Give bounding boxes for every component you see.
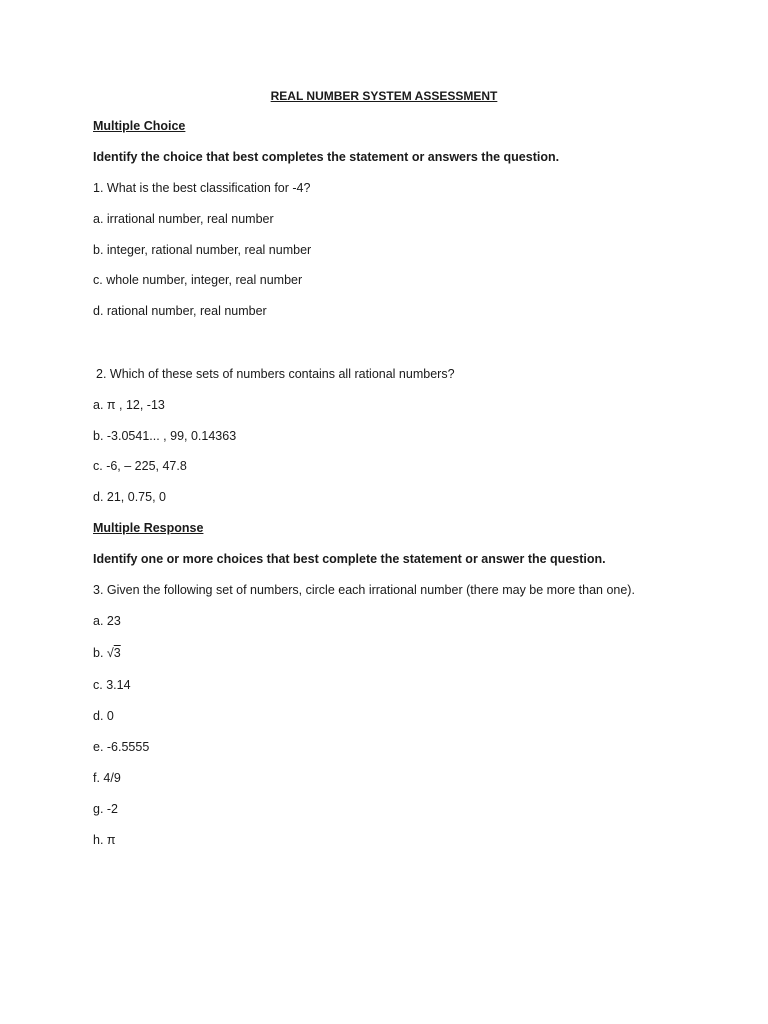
- question-2-prompt: 2. Which of these sets of numbers contains all rational numbers?: [96, 367, 455, 381]
- question-3-option-f: f. 4/9: [93, 771, 121, 785]
- question-3-option-e: e. -6.5555: [93, 740, 150, 754]
- question-1-option-b: b. integer, rational number, real number: [93, 243, 312, 257]
- question-1-option-a: a. irrational number, real number: [93, 212, 274, 226]
- option-b-prefix: b. √: [93, 646, 114, 660]
- question-3-prompt: 3. Given the following set of numbers, circle each irrational number (there may be more than one).: [93, 583, 635, 597]
- question-3-option-d: d. 0: [93, 709, 114, 723]
- question-2-option-b: b. -3.0541... , 99, 0.14363: [93, 429, 237, 443]
- section-instruction: Identify the choice that best completes the statement or answers the question.: [93, 150, 560, 164]
- question-3-option-h: h. π: [93, 833, 116, 847]
- section-instruction-2: Identify one or more choices that best complete the statement or answer the question.: [93, 552, 606, 566]
- question-2-option-a: a. π , 12, -13: [93, 398, 165, 412]
- section-heading-multiple-response: Multiple Response: [93, 521, 204, 535]
- question-1-option-c: c. whole number, integer, real number: [93, 273, 303, 287]
- question-1-option-d: d. rational number, real number: [93, 304, 267, 318]
- question-2-option-d: d. 21, 0.75, 0: [93, 490, 166, 504]
- question-3-option-c: c. 3.14: [93, 678, 131, 692]
- question-3-option-g: g. -2: [93, 802, 119, 816]
- question-3-option-b: [93, 645, 121, 661]
- question-3-option-a: a. 23: [93, 614, 121, 628]
- document-title: REAL NUMBER SYSTEM ASSESSMENT: [270, 89, 498, 103]
- question-1-prompt: 1. What is the best classification for -4?: [93, 181, 311, 195]
- section-heading-multiple-choice: Multiple Choice: [93, 119, 186, 133]
- sqrt-radicand: 3: [113, 646, 121, 660]
- question-2-option-c: c. -6, – 225, 47.8: [93, 459, 187, 473]
